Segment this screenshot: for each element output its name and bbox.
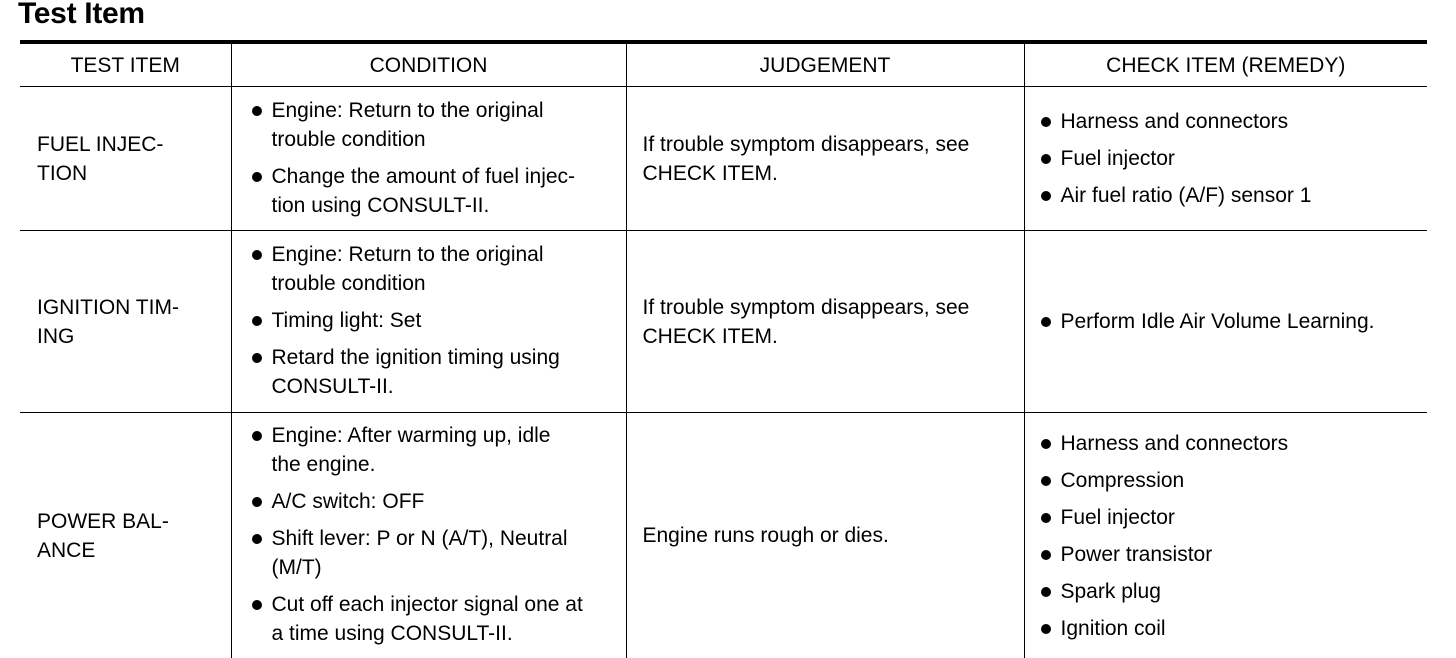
condition-item bbox=[250, 487, 618, 516]
test-item-cell bbox=[20, 231, 231, 413]
condition-line: CONSULT-II. bbox=[271, 375, 394, 398]
check-item: Fuel injector bbox=[1039, 503, 1428, 532]
test-item-line: FUEL INJEC- bbox=[37, 132, 164, 156]
table-row bbox=[20, 231, 1427, 413]
judgement-cell bbox=[626, 87, 1024, 231]
condition-line: trouble condition bbox=[271, 127, 426, 151]
judgement-line: If trouble symptom disappears, see bbox=[642, 132, 970, 156]
test-item-line: POWER BAL- bbox=[37, 509, 169, 533]
header-judgement: JUDGEMENT bbox=[626, 42, 1024, 87]
check-item: Fuel injector bbox=[1039, 144, 1428, 173]
table-row bbox=[20, 87, 1427, 231]
condition-line: Cut off each injector signal one at bbox=[271, 593, 583, 616]
test-item-cell bbox=[20, 87, 231, 231]
check-item: Perform Idle Air Volume Learning. bbox=[1039, 307, 1428, 336]
condition-line: Timing light: Set bbox=[271, 309, 422, 332]
condition-line: a time using CONSULT-II. bbox=[271, 622, 513, 645]
condition-line: tion using CONSULT-II. bbox=[271, 193, 490, 217]
judgement-line: CHECK ITEM. bbox=[642, 324, 778, 348]
check-item: Harness and connectors bbox=[1039, 107, 1428, 136]
condition-line: trouble condition bbox=[271, 272, 426, 295]
condition-item bbox=[250, 524, 618, 582]
condition-item bbox=[250, 96, 618, 154]
test-item-line: ANCE bbox=[37, 538, 96, 562]
page-title: Test Item bbox=[18, 0, 145, 30]
condition-line: A/C switch: OFF bbox=[271, 490, 425, 513]
condition-cell bbox=[231, 413, 626, 658]
judgement-cell bbox=[626, 231, 1024, 413]
check-item: Harness and connectors bbox=[1039, 429, 1428, 458]
judgement-line: Engine runs rough or dies. bbox=[642, 524, 889, 547]
check-item: Compression bbox=[1039, 466, 1428, 495]
header-check-item: CHECK ITEM (REMEDY) bbox=[1024, 42, 1427, 87]
condition-item bbox=[250, 590, 618, 648]
judgement-line: If trouble symptom disappears, see bbox=[642, 295, 970, 319]
condition-line: Shift lever: P or N (A/T), Neutral bbox=[271, 527, 568, 550]
condition-line: Engine: Return to the original bbox=[271, 98, 544, 122]
check-item-cell bbox=[1024, 231, 1427, 413]
check-item: Spark plug bbox=[1039, 577, 1428, 606]
check-item-cell bbox=[1024, 87, 1427, 231]
condition-line: (M/T) bbox=[271, 556, 322, 579]
condition-item bbox=[250, 306, 618, 335]
condition-line: Retard the ignition timing using bbox=[271, 346, 560, 369]
check-item: Ignition coil bbox=[1039, 614, 1428, 643]
header-condition: CONDITION bbox=[231, 42, 626, 87]
check-item: Air fuel ratio (A/F) sensor 1 bbox=[1039, 181, 1428, 210]
judgement-line: CHECK ITEM. bbox=[642, 161, 778, 185]
test-item-line: IGNITION TIM- bbox=[37, 295, 179, 319]
condition-item bbox=[250, 343, 618, 401]
condition-item bbox=[250, 421, 618, 479]
header-test-item: TEST ITEM bbox=[20, 42, 231, 87]
table-row bbox=[20, 413, 1427, 658]
test-item-cell bbox=[20, 413, 231, 658]
condition-line: Engine: After warming up, idle bbox=[271, 424, 551, 447]
condition-cell bbox=[231, 231, 626, 413]
test-item-line: ING bbox=[37, 324, 75, 348]
condition-line: Change the amount of fuel injec- bbox=[271, 164, 576, 188]
condition-item bbox=[250, 162, 618, 220]
table-header-row bbox=[20, 42, 1427, 87]
condition-cell bbox=[231, 87, 626, 231]
test-item-table bbox=[20, 40, 1427, 658]
check-item: Power transistor bbox=[1039, 540, 1428, 569]
judgement-cell bbox=[626, 413, 1024, 658]
condition-line: Engine: Return to the original bbox=[271, 243, 544, 266]
condition-item bbox=[250, 240, 618, 298]
test-item-line: TION bbox=[37, 161, 88, 185]
condition-line: the engine. bbox=[271, 453, 376, 476]
check-item-cell bbox=[1024, 413, 1427, 658]
